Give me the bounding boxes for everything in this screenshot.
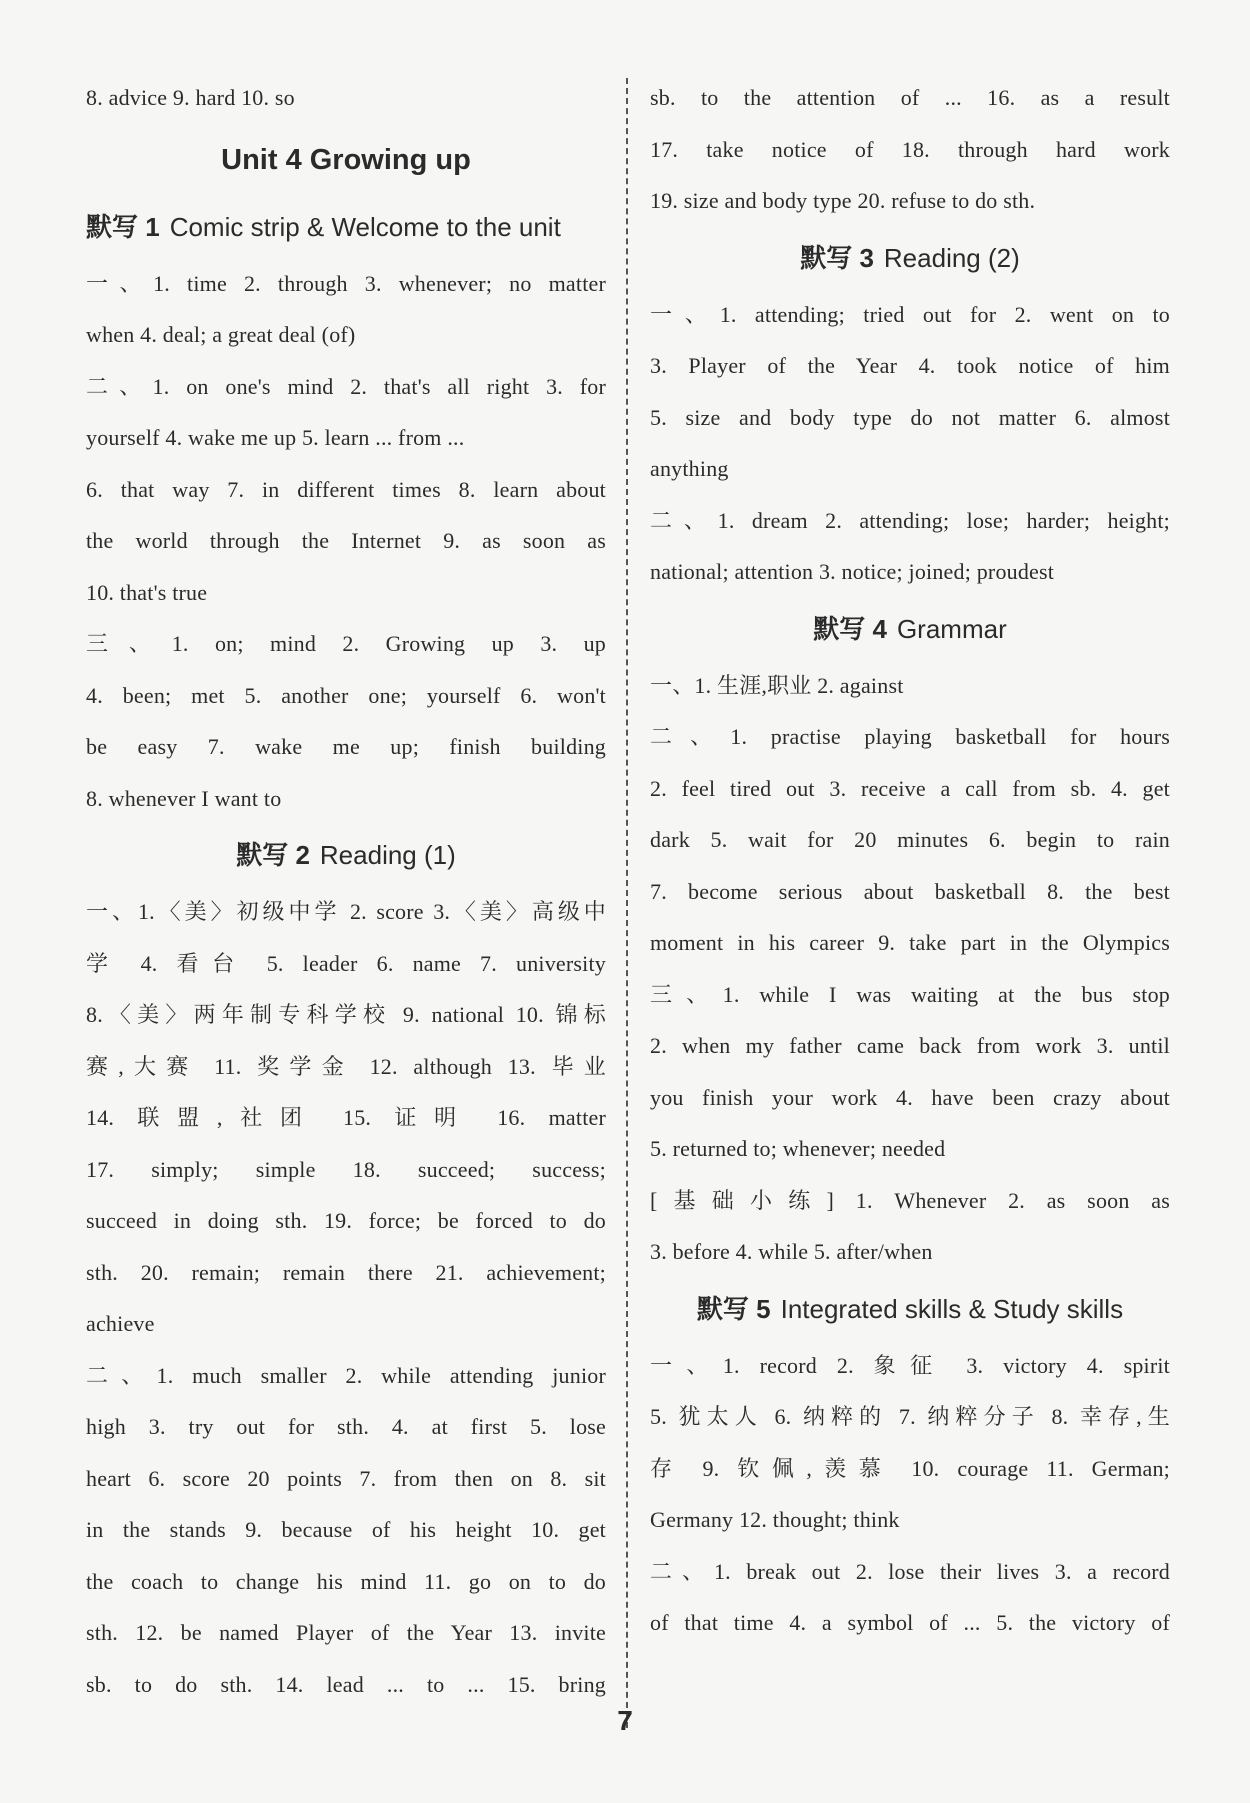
- page-number: 7: [617, 1705, 633, 1736]
- answer-line: 7. become serious about basketball 8. the best: [650, 878, 1170, 904]
- section-tag: 默写 1: [86, 211, 160, 242]
- answer-line: sth. 12. be named Player of the Year 13. invite: [86, 1620, 606, 1645]
- answer-line: 19. size and body type 20. refuse to do sth.: [650, 188, 1036, 213]
- section-title: Reading (2): [883, 242, 1020, 273]
- answer-line: 8.〈美〉两年制专科学校 9. national 10. 锦标: [86, 1002, 606, 1027]
- answer-line: 二、1. on one's mind 2. that's all right 3. for: [86, 373, 606, 399]
- answer-line: 三、1. while I was waiting at the bus stop: [650, 981, 1170, 1007]
- answer-line: 10. that's true: [86, 579, 208, 605]
- answer-line: high 3. try out for sth. 4. at first 5. lose: [86, 1414, 606, 1439]
- answer-line: 赛,大赛 11. 奖学金 12. although 13. 毕业: [86, 1053, 606, 1079]
- answer-line: 17. take notice of 18. through hard work: [650, 136, 1170, 162]
- answer-line: 17. simply; simple 18. succeed; success;: [86, 1156, 606, 1182]
- answer-line: heart 6. score 20 points 7. from then on 8. sit: [86, 1465, 606, 1491]
- answer-line: 3. Player of the Year 4. took notice of him: [650, 353, 1170, 378]
- answer-line: 14. 联盟,社团 15. 证明 16. matter: [86, 1105, 606, 1130]
- answer-line: the world through the Internet 9. as soon as: [86, 528, 606, 553]
- answer-line: 学 4. 看台 5. leader 6. name 7. university: [86, 950, 606, 976]
- section-heading: [86, 196, 606, 258]
- answer-line: 8. whenever I want to: [86, 785, 282, 811]
- answer-line: Germany 12. thought; think: [650, 1507, 900, 1532]
- section-tag: 默写 3: [800, 242, 874, 273]
- answer-line: when 4. deal; a great deal (of): [86, 322, 356, 347]
- answer-line: 2. when my father came back from work 3. until: [650, 1033, 1170, 1058]
- answer-line: 2. feel tired out 3. receive a call from sb. 4. get: [650, 775, 1170, 801]
- column-divider: [626, 78, 628, 1728]
- answer-line: 一、1.〈美〉初级中学 2. score 3.〈美〉高级中: [86, 899, 606, 924]
- answer-line: 5. size and body type do not matter 6. almost: [650, 404, 1170, 430]
- answer-line: national; attention 3. notice; joined; proudest: [650, 559, 1055, 584]
- answer-line: 4. been; met 5. another one; yourself 6. won't: [86, 682, 606, 708]
- answer-line: achieve: [86, 1311, 155, 1336]
- section-title: Comic strip & Welcome to the unit: [169, 211, 561, 242]
- answer-line: [基础小练] 1. Whenever 2. as soon as: [650, 1187, 1170, 1213]
- section-heading: [86, 824, 606, 886]
- answer-line: succeed in doing sth. 19. force; be forced to do: [86, 1208, 606, 1233]
- section-title: Reading (1): [319, 840, 456, 870]
- right-column: [650, 72, 1170, 1649]
- left-column: [86, 72, 606, 1710]
- section-tag: 默写 4: [813, 613, 887, 644]
- answer-line: sb. to the attention of ... 16. as a result: [650, 85, 1170, 110]
- answer-line: moment in his career 9. take part in the Olympics: [650, 930, 1170, 955]
- answer-line: anything: [650, 456, 729, 481]
- answer-line: 一、1. 生涯,职业 2. against: [650, 672, 904, 698]
- answer-line: 3. before 4. while 5. after/when: [650, 1239, 933, 1264]
- section-tag: 默写 2: [236, 840, 310, 870]
- answer-line: 三、1. on; mind 2. Growing up 3. up: [86, 631, 606, 656]
- answer-line: the coach to change his mind 11. go on to do: [86, 1568, 606, 1594]
- answer-line: 二、1. practise playing basketball for hours: [650, 724, 1170, 749]
- section-heading: [650, 1278, 1170, 1340]
- section-heading: [650, 227, 1170, 289]
- answer-line: yourself 4. wake me up 5. learn ... from ...: [86, 425, 465, 450]
- answer-line: 存 9. 钦佩,羡慕 10. courage 11. German;: [650, 1455, 1170, 1481]
- section-title: Grammar: [896, 613, 1007, 644]
- section-heading: [650, 598, 1170, 660]
- answer-line: of that time 4. a symbol of ... 5. the victory of: [650, 1610, 1170, 1635]
- answer-line: in the stands 9. because of his height 10. get: [86, 1517, 606, 1542]
- answer-line: be easy 7. wake me up; finish building: [86, 734, 606, 759]
- answer-line: 5. 犹太人 6. 纳粹的 7. 纳粹分子 8. 幸存,生: [650, 1404, 1170, 1429]
- answer-line: 二、1. much smaller 2. while attending junior: [86, 1362, 606, 1388]
- answer-line: 一、1. record 2. 象征 3. victory 4. spirit: [650, 1352, 1170, 1378]
- answer-line: 二、1. break out 2. lose their lives 3. a record: [650, 1558, 1170, 1584]
- answer-line: 一、1. time 2. through 3. whenever; no matter: [86, 270, 606, 296]
- section-title: Integrated skills & Study skills: [780, 1293, 1124, 1324]
- section-tag: 默写 5: [696, 1293, 771, 1324]
- answer-line: 5. returned to; whenever; needed: [650, 1136, 946, 1161]
- answer-line: 8. advice 9. hard 10. so: [86, 85, 295, 110]
- answer-line: dark 5. wait for 20 minutes 6. begin to rain: [650, 827, 1170, 852]
- unit-title: Unit 4 Growing up: [221, 143, 471, 176]
- answer-line: sth. 20. remain; remain there 21. achievement;: [86, 1259, 606, 1285]
- answer-line: 一、1. attending; tried out for 2. went on to: [650, 301, 1170, 327]
- answer-line: sb. to do sth. 14. lead ... to ... 15. bring: [86, 1671, 606, 1697]
- answer-line: 6. that way 7. in different times 8. learn about: [86, 476, 606, 502]
- answer-line: you finish your work 4. have been crazy about: [650, 1084, 1170, 1110]
- answer-line: 二、1. dream 2. attending; lose; harder; height;: [650, 507, 1170, 533]
